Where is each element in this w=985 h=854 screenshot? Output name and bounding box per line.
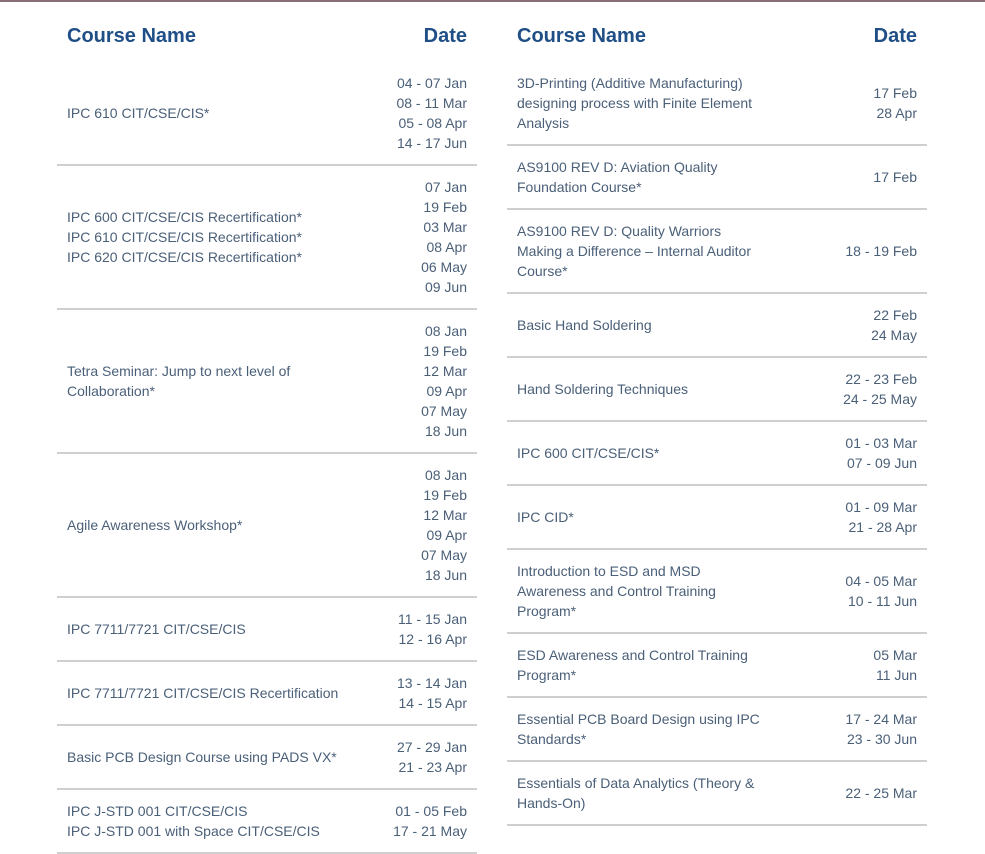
course-name: Hand Soldering Techniques <box>517 381 688 397</box>
course-date: 14 - 17 Jun <box>396 135 467 151</box>
course-date: 17 - 21 May <box>393 823 467 839</box>
course-date: 07 - 09 Jun <box>846 455 917 471</box>
course-name: IPC 7711/7721 CIT/CSE/CIS Recertification <box>67 685 339 701</box>
course-name-cell <box>57 62 347 165</box>
course-date: 23 - 30 Jun <box>846 731 917 747</box>
course-date: 07 May <box>421 403 467 419</box>
course-date-cell <box>347 453 477 597</box>
course-name: Essential PCB Board Design using IPC <box>517 711 760 727</box>
course-name-cell <box>57 453 347 597</box>
course-date-cell <box>347 309 477 453</box>
course-date: 18 Jun <box>424 567 467 583</box>
course-date: 01 - 03 Mar <box>845 435 917 451</box>
course-name-cell <box>507 209 797 293</box>
course-date: 03 Mar <box>423 219 467 235</box>
course-name-cell <box>507 761 797 825</box>
course-date: 22 Feb <box>873 307 917 323</box>
course-date: 11 - 15 Jan <box>397 611 467 627</box>
course-row <box>57 62 477 165</box>
course-date: 13 - 14 Jan <box>396 675 467 691</box>
course-date-cell <box>797 633 927 697</box>
course-date-cell <box>797 549 927 633</box>
course-name-cell <box>507 145 797 209</box>
course-date: 22 - 25 Mar <box>845 785 917 801</box>
course-row <box>57 789 477 853</box>
course-name-cell <box>57 661 347 725</box>
course-name-cell <box>507 549 797 633</box>
course-date: 01 - 05 Feb <box>395 803 467 819</box>
course-date-cell <box>347 62 477 165</box>
course-row <box>507 549 927 633</box>
schedule-column-left <box>57 2 477 854</box>
course-name: AS9100 REV D: Aviation Quality <box>517 159 718 175</box>
course-date: 12 Mar <box>423 507 467 523</box>
course-date: 09 Apr <box>426 383 467 399</box>
course-date-cell <box>797 485 927 549</box>
course-date: 14 - 15 Apr <box>398 695 467 711</box>
course-name: IPC J-STD 001 with Space CIT/CSE/CIS <box>67 823 320 839</box>
course-name-cell <box>507 633 797 697</box>
date-header: Date <box>423 25 467 47</box>
course-row <box>57 725 477 789</box>
course-date-cell <box>797 62 927 145</box>
course-date-cell <box>797 293 927 357</box>
course-date: 17 - 24 Mar <box>845 711 917 727</box>
course-name-cell <box>507 357 797 421</box>
course-name: Program* <box>517 667 577 683</box>
course-date: 08 Jan <box>424 323 467 339</box>
course-row <box>57 661 477 725</box>
course-row <box>507 697 927 761</box>
course-date: 07 Jan <box>424 179 467 195</box>
course-name: Standards* <box>517 731 587 747</box>
course-date: 19 Feb <box>423 343 467 359</box>
course-date: 19 Feb <box>423 199 467 215</box>
course-date: 09 Jun <box>424 279 467 295</box>
course-row <box>57 309 477 453</box>
course-date: 18 - 19 Feb <box>845 243 917 259</box>
course-date: 27 - 29 Jan <box>396 739 467 755</box>
course-date-cell <box>797 357 927 421</box>
course-name-cell <box>57 789 347 853</box>
course-date: 12 Mar <box>423 363 467 379</box>
course-date: 08 Jan <box>424 467 467 483</box>
course-date: 05 Mar <box>873 647 917 663</box>
course-name: IPC 600 CIT/CSE/CIS Recertification* <box>67 209 302 225</box>
course-date: 08 Apr <box>426 239 467 255</box>
course-name: AS9100 REV D: Quality Warriors <box>517 223 722 239</box>
course-name: designing process with Finite Element <box>517 95 753 111</box>
course-name: IPC J-STD 001 CIT/CSE/CIS <box>67 803 248 819</box>
course-row <box>57 597 477 661</box>
course-date-cell <box>797 697 927 761</box>
course-date: 22 - 23 Feb <box>845 371 917 387</box>
course-row <box>507 761 927 825</box>
course-name: Course* <box>517 263 568 279</box>
course-date: 01 - 09 Mar <box>845 499 917 515</box>
course-name-header: Course Name <box>517 25 646 47</box>
course-date: 11 Jun <box>876 667 917 683</box>
course-date: 10 - 11 Jun <box>847 593 917 609</box>
course-date-cell <box>347 725 477 789</box>
course-date: 04 - 05 Mar <box>845 573 917 589</box>
course-name: IPC 7711/7721 CIT/CSE/CIS <box>67 621 246 637</box>
course-name: 3D-Printing (Additive Manufacturing) <box>517 75 743 91</box>
course-row <box>57 453 477 597</box>
course-date-cell <box>347 597 477 661</box>
course-row <box>507 209 927 293</box>
course-date-cell <box>347 165 477 309</box>
course-date: 19 Feb <box>423 487 467 503</box>
table-header <box>57 2 477 62</box>
course-date: 21 - 23 Apr <box>398 759 467 775</box>
course-row <box>507 633 927 697</box>
course-name: Analysis <box>517 115 570 131</box>
course-row <box>507 62 927 145</box>
course-date: 17 Feb <box>873 85 917 101</box>
course-name-cell <box>507 697 797 761</box>
course-name-cell <box>507 485 797 549</box>
course-name: Foundation Course* <box>517 179 642 195</box>
course-name: Basic Hand Soldering <box>517 317 652 333</box>
course-name-cell <box>507 62 797 145</box>
course-name: Awareness and Control Training <box>517 583 716 599</box>
course-date: 06 May <box>421 259 467 275</box>
course-name-cell <box>507 421 797 485</box>
course-name: IPC 600 CIT/CSE/CIS* <box>517 445 660 461</box>
course-name: Making a Difference – Internal Auditor <box>517 243 751 259</box>
course-name-cell <box>57 309 347 453</box>
course-name: IPC 620 CIT/CSE/CIS Recertification* <box>67 249 302 265</box>
course-date-cell <box>347 789 477 853</box>
course-row <box>507 421 927 485</box>
course-date-cell <box>797 421 927 485</box>
course-name: Introduction to ESD and MSD <box>517 563 701 579</box>
course-date-cell <box>797 761 927 825</box>
course-table <box>507 62 927 826</box>
course-date: 09 Apr <box>426 527 467 543</box>
table-header <box>507 2 927 62</box>
course-date: 05 - 08 Apr <box>398 115 467 131</box>
course-row <box>57 165 477 309</box>
course-date: 08 - 11 Mar <box>396 95 467 111</box>
date-header: Date <box>873 25 917 47</box>
course-name: Basic PCB Design Course using PADS VX* <box>67 749 337 765</box>
course-name-cell <box>57 725 347 789</box>
course-name: Tetra Seminar: Jump to next level of <box>67 363 291 379</box>
course-name: IPC 610 CIT/CSE/CIS Recertification* <box>67 229 302 245</box>
course-date-cell <box>797 209 927 293</box>
course-date: 12 - 16 Apr <box>398 631 467 647</box>
course-row <box>507 145 927 209</box>
course-table <box>57 62 477 854</box>
course-name: ESD Awareness and Control Training <box>517 647 748 663</box>
course-name-header: Course Name <box>67 25 196 47</box>
course-date: 24 - 25 May <box>843 391 917 407</box>
course-date-cell <box>347 661 477 725</box>
course-date: 18 Jun <box>424 423 467 439</box>
course-name: Agile Awareness Workshop* <box>67 517 243 533</box>
course-row <box>507 357 927 421</box>
course-date: 24 May <box>871 327 917 343</box>
course-date: 28 Apr <box>876 105 917 121</box>
course-name-cell <box>57 165 347 309</box>
course-name: Essentials of Data Analytics (Theory & <box>517 775 755 791</box>
course-name: IPC 610 CIT/CSE/CIS* <box>67 105 210 121</box>
course-date: 07 May <box>421 547 467 563</box>
course-date-cell <box>797 145 927 209</box>
course-name: IPC CID* <box>517 509 574 525</box>
course-name: Collaboration* <box>67 383 155 399</box>
course-name: Program* <box>517 603 577 619</box>
course-name-cell <box>507 293 797 357</box>
course-name: Hands-On) <box>517 795 586 811</box>
course-row <box>507 293 927 357</box>
course-row <box>507 485 927 549</box>
course-name-cell <box>57 597 347 661</box>
course-date: 17 Feb <box>873 169 917 185</box>
course-date: 04 - 07 Jan <box>396 75 467 91</box>
course-date: 21 - 28 Apr <box>848 519 917 535</box>
schedule-column-right <box>507 2 927 826</box>
